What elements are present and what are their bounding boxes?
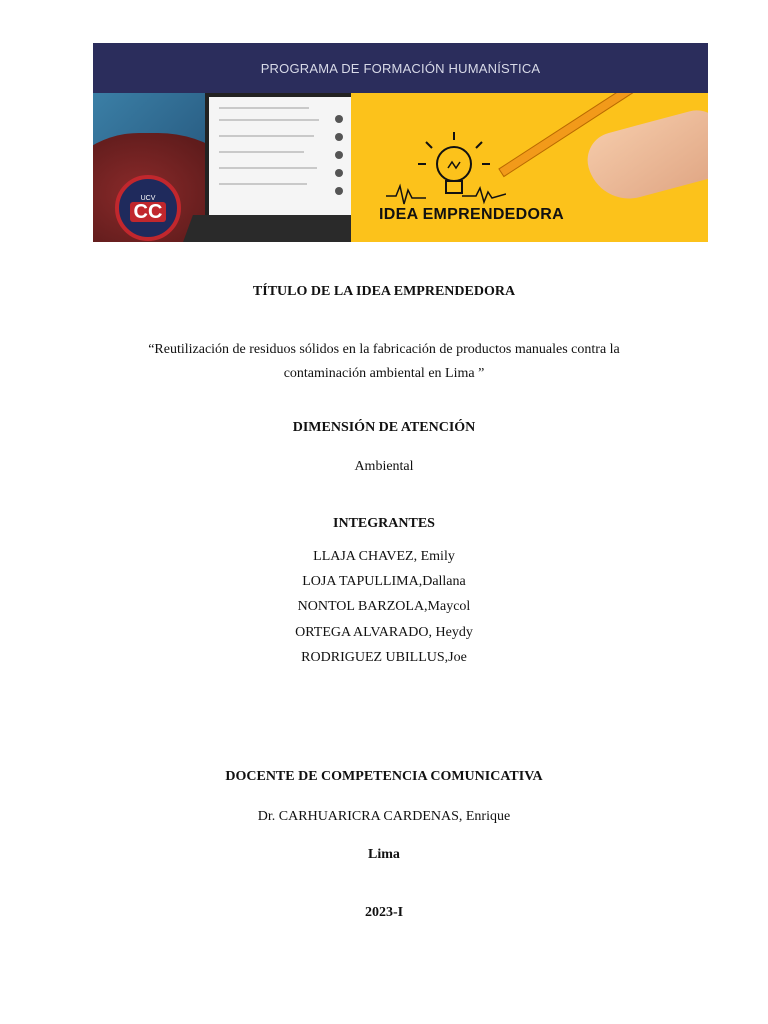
logo-top-text: UCV xyxy=(140,194,156,202)
teacher-name: Dr. CARHUARICRA CARDENAS, Enrique xyxy=(257,809,511,824)
laptop-screen xyxy=(205,93,351,225)
dimension-value: Ambiental xyxy=(354,459,414,474)
member-name: NONTOL BARZOLA,Maycol xyxy=(297,599,471,614)
dimension-heading: DIMENSIÓN DE ATENCIÓN xyxy=(292,420,476,435)
banner-photo-laptop xyxy=(93,93,351,242)
idea-emprendedora-label: IDEA EMPRENDEDORA xyxy=(379,206,564,223)
member-name: LLAJA CHAVEZ, Emily xyxy=(313,549,455,564)
ucv-logo xyxy=(115,175,181,241)
hand-illustration xyxy=(581,104,708,208)
teacher-heading: DOCENTE DE COMPETENCIA COMUNICATIVA xyxy=(225,769,543,784)
program-title: PROGRAMA DE FORMACIÓN HUMANÍSTICA xyxy=(93,43,708,93)
laptop-keyboard xyxy=(183,215,351,242)
city: Lima xyxy=(368,847,400,862)
members-heading: INTEGRANTES xyxy=(333,516,435,531)
lightbulb-icon xyxy=(386,118,506,208)
member-name: LOJA TAPULLIMA,Dallana xyxy=(302,574,466,589)
logo-letters: CC xyxy=(130,202,167,222)
project-title-line-1: “Reutilización de residuos sólidos en la fabricación de productos manuales contra la xyxy=(148,342,620,357)
project-title-line-2: contaminación ambiental en Lima ” xyxy=(283,366,485,381)
member-name: RODRIGUEZ UBILLUS,Joe xyxy=(301,650,467,665)
title-heading: TÍTULO DE LA IDEA EMPRENDEDORA xyxy=(252,284,516,299)
member-name: ORTEGA ALVARADO, Heydy xyxy=(295,625,473,640)
academic-period: 2023-I xyxy=(364,905,404,920)
header-banner xyxy=(93,43,708,242)
banner-idea-panel xyxy=(351,93,708,242)
